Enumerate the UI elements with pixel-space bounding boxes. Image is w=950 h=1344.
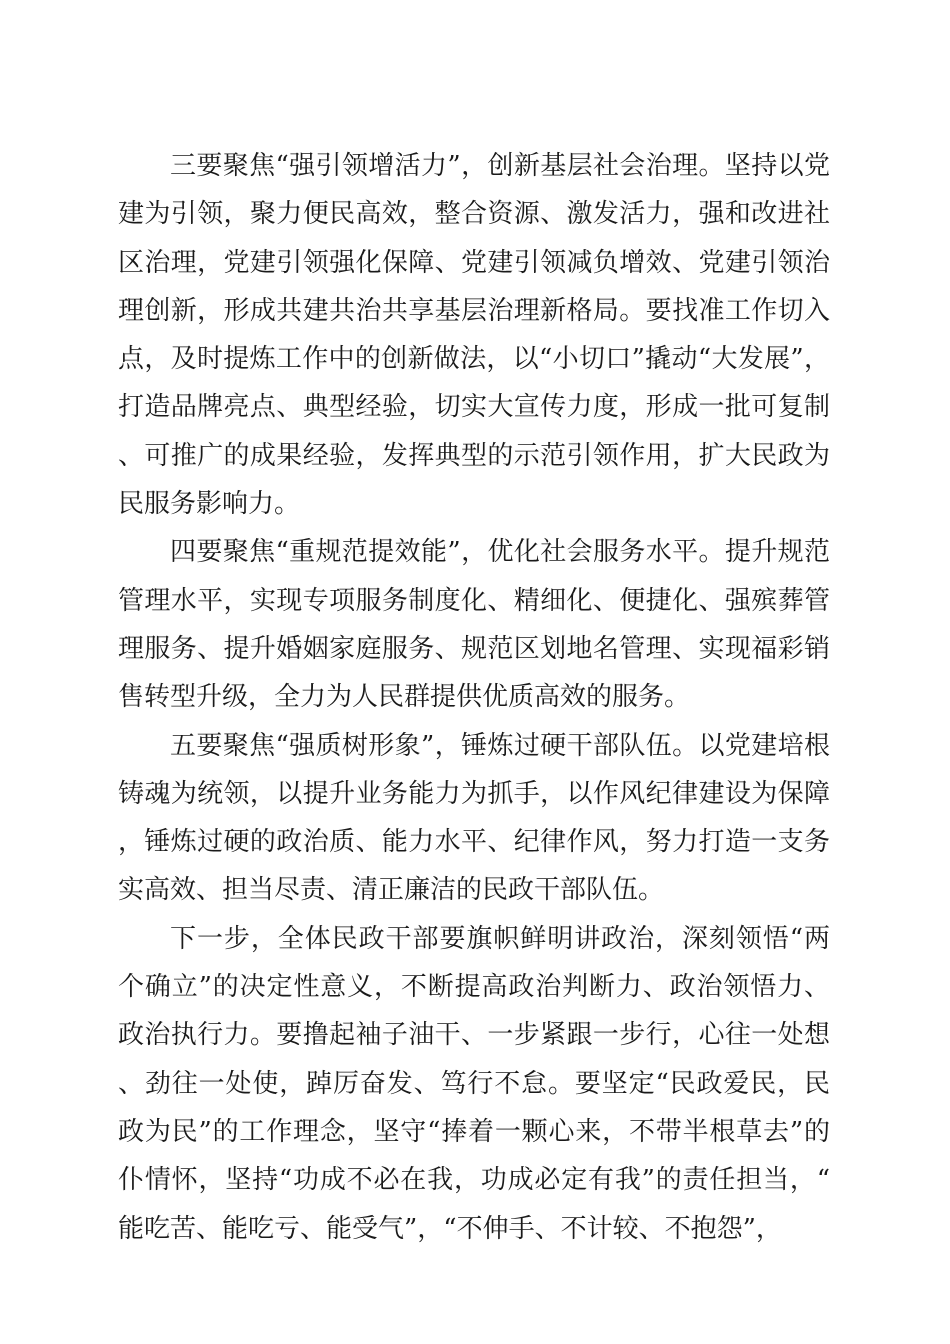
paragraph-governance: 三要聚焦“强引领增活力”，创新基层社会治理。坚持以党建为引领，聚力便民高效，整合资源、激发活力，强和改进社区治理，党建引领强化保障、党建引领减负增效、党建引领治理创新，形成共建共治共享基层治理新格局。要找准工作切入点，及时提炼工作中的创新做法，以“小切口”撬动“大发展”，打造品牌亮点、典型经验，切实大宣传力度，形成一批可复制、可推广的成果经验，发挥典型的示范引领作用，扩大民政为民服务影响力。 <box>118 151 830 520</box>
paragraph-next-step: 下一步，全体民政干部要旗帜鲜明讲政治，深刻领悟“两个确立”的决定性意义，不断提高政治判断力、政治领悟力、政治执行力。要撸起袖子油干、一步紧跟一步行，心往一处想、劲往一处使，踔厉奋发、笃行不怠。要坚定“民政爱民，民政为民”的工作理念，坚守“捧着一颗心来，不带半根草去”的仆情怀，坚持“功成不必在我，功成必定有我”的责任担当，“能吃苦、能吃亏、能受气”，“不伸手、不计较、不抱怨”， <box>118 923 830 1244</box>
paragraph-cadre-team: 五要聚焦“强质树形象”，锤炼过硬干部队伍。以党建培根铸魂为统领，以提升业务能力为抓手，以作风纪律建设为保障，锤炼过硬的政治质、能力水平、纪律作风，努力打造一支务实高效、担当尽责、清正廉洁的民政干部队伍。 <box>118 730 830 906</box>
paragraph-social-services: 四要聚焦“重规范提效能”，优化社会服务水平。提升规范管理水平，实现专项服务制度化、精细化、便捷化、强殡葬管理服务、提升婚姻家庭服务、规范区划地名管理、实现福彩销售转型升级，全力为人民群提供优质高效的服务。 <box>118 537 830 713</box>
document-body <box>118 142 830 1253</box>
